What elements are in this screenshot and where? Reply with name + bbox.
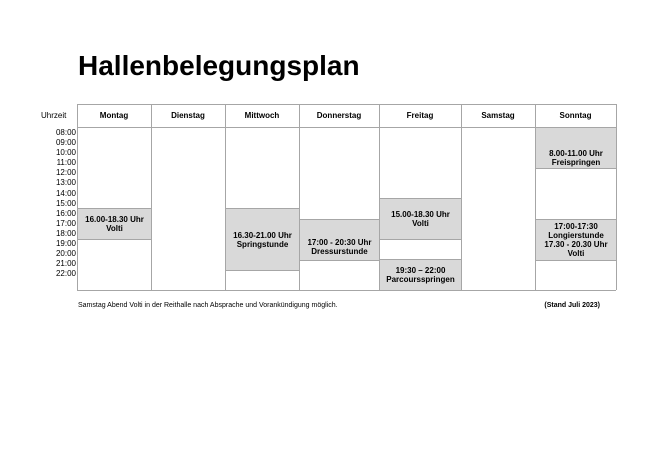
day-header-donnerstag: Donnerstag <box>316 111 362 120</box>
grid-col-line <box>151 104 152 290</box>
day-header-sonntag: Sonntag <box>559 111 592 120</box>
time-label: 09:00 <box>55 138 76 147</box>
day-header-montag: Montag <box>99 111 129 120</box>
time-label: 19:00 <box>55 239 76 248</box>
booking-freitag-parcoursspringen: 19:30 – 22:00 Parcoursspringen <box>379 259 462 291</box>
day-header-samstag: Samstag <box>481 111 515 120</box>
time-label: 17:00 <box>55 219 76 228</box>
time-label: 12:00 <box>55 168 76 177</box>
booking-sonntag-longierstunde: 17:00-17:30 Longierstunde 17.30 - 20.30 Uhr Volti <box>535 219 617 261</box>
time-label: 10:00 <box>55 148 76 157</box>
booking-montag-volti: 16.00-18.30 Uhr Volti <box>77 208 152 240</box>
page-title: Hallenbelegungsplan <box>78 50 360 81</box>
booking-freitag-volti: 15.00-18.30 Uhr Volti <box>379 198 462 240</box>
time-label: 14:00 <box>55 189 76 198</box>
time-label: 20:00 <box>55 249 76 258</box>
time-label: 08:00 <box>55 128 76 137</box>
time-label: 13:00 <box>55 178 76 187</box>
grid-col-line <box>77 104 78 290</box>
time-label: 18:00 <box>55 229 76 238</box>
footnote: Samstag Abend Volti in der Reithalle nach Absprache und Vorankündigung möglich. <box>78 302 338 309</box>
booking-mittwoch-springstunde: 16.30-21.00 Uhr Springstunde <box>225 208 300 271</box>
time-label: 15:00 <box>55 199 76 208</box>
day-header-freitag: Freitag <box>406 111 434 120</box>
time-label: 22:00 <box>55 269 76 278</box>
time-label: 16:00 <box>55 209 76 218</box>
day-header-mittwoch: Mittwoch <box>244 111 280 120</box>
time-column-header: Uhrzeit <box>41 111 67 120</box>
booking-donnerstag-dressurstunde: 17:00 - 20:30 Uhr Dressurstunde <box>299 219 380 261</box>
time-label: 21:00 <box>55 259 76 268</box>
revision-date: (Stand Juli 2023) <box>544 302 600 309</box>
booking-sonntag-freispringen: 8.00-11.00 Uhr Freispringen <box>535 127 617 169</box>
time-label: 11:00 <box>56 158 76 167</box>
day-header-dienstag: Dienstag <box>171 111 205 120</box>
grid-bottom-border <box>77 290 616 291</box>
